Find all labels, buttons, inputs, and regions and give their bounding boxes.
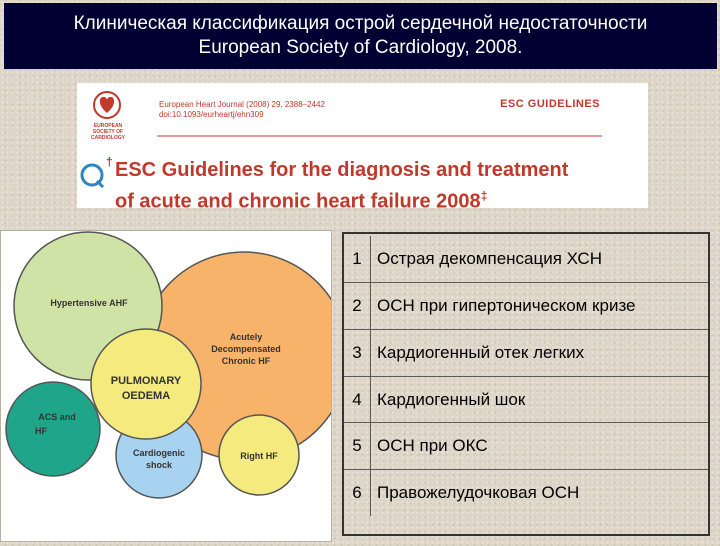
classification-row (344, 422, 708, 469)
label-acs-2: HF (35, 426, 47, 436)
venn-diagram-svg (1, 231, 331, 541)
label-acutely-1: Acutely (229, 332, 263, 342)
label-cardiogenic-2: shock (145, 460, 173, 470)
slide-title-line2: European Society of Cardiology, 2008. (198, 37, 523, 58)
classification-row (344, 376, 708, 423)
row-number: 4 (344, 377, 371, 423)
row-number: 5 (344, 423, 371, 469)
label-right-hf: Right HF (240, 451, 278, 461)
q-logo-icon (82, 165, 103, 187)
row-number: 6 (344, 470, 371, 516)
label-acs-1: ACS and (38, 412, 76, 422)
ahf-venn-diagram (0, 230, 332, 542)
classification-table (342, 232, 710, 536)
label-acutely-3: Chronic HF (221, 356, 271, 366)
row-number: 2 (344, 283, 371, 329)
row-number: 3 (344, 330, 371, 376)
journal-citation-line2: doi:10.1093/eurheartj/ehn309 (159, 110, 264, 119)
row-text: ОСН при гипертоническом кризе (377, 296, 636, 315)
classification-row (344, 469, 708, 516)
row-text: Острая декомпенсация ХСН (377, 249, 602, 268)
esc-heart-logo-icon (94, 92, 120, 118)
row-text: Правожелудочковая ОСН (377, 483, 580, 502)
title-prefix-mark: † (106, 155, 113, 169)
row-text: Кардиогенный шок (377, 390, 526, 409)
guideline-title-line2 (115, 183, 635, 208)
classification-row (344, 236, 708, 282)
journal-citation-line1: European Heart Journal (2008) 29, 2388–2442 (159, 100, 325, 109)
journal-citation (159, 100, 325, 120)
esc-logo-text: EUROPEAN SOCIETY OF CARDIOLOGY (91, 123, 125, 141)
guideline-title-line2-text: of acute and chronic heart failure 2008 (115, 190, 481, 208)
classification-row (344, 282, 708, 329)
classification-row (344, 329, 708, 376)
row-text: Кардиогенный отек легких (377, 343, 585, 362)
label-cardiogenic-1: Cardiogenic (132, 448, 186, 458)
guideline-title-line1: ESC Guidelines for the diagnosis and treatment (115, 159, 569, 181)
label-hypertensive: Hypertensive AHF (50, 298, 128, 308)
label-pulmonary-2: OEDEMA (121, 390, 171, 402)
guideline-title (106, 155, 635, 208)
slide-title-line1: Клиническая классификация острой сердечной недостаточности (73, 13, 648, 34)
slide-title (4, 3, 717, 69)
esc-guidelines-label: ESC GUIDELINES (500, 98, 600, 110)
row-number: 1 (344, 236, 371, 282)
label-acutely-2: Decompensated (211, 344, 281, 354)
title-footnote-mark: ‡ (480, 189, 488, 203)
venn-circle-acs (6, 382, 100, 476)
label-pulmonary-1: PULMONARY (110, 375, 182, 387)
row-text: ОСН при ОКС (377, 436, 488, 455)
esc-guidelines-header-image (77, 83, 648, 208)
